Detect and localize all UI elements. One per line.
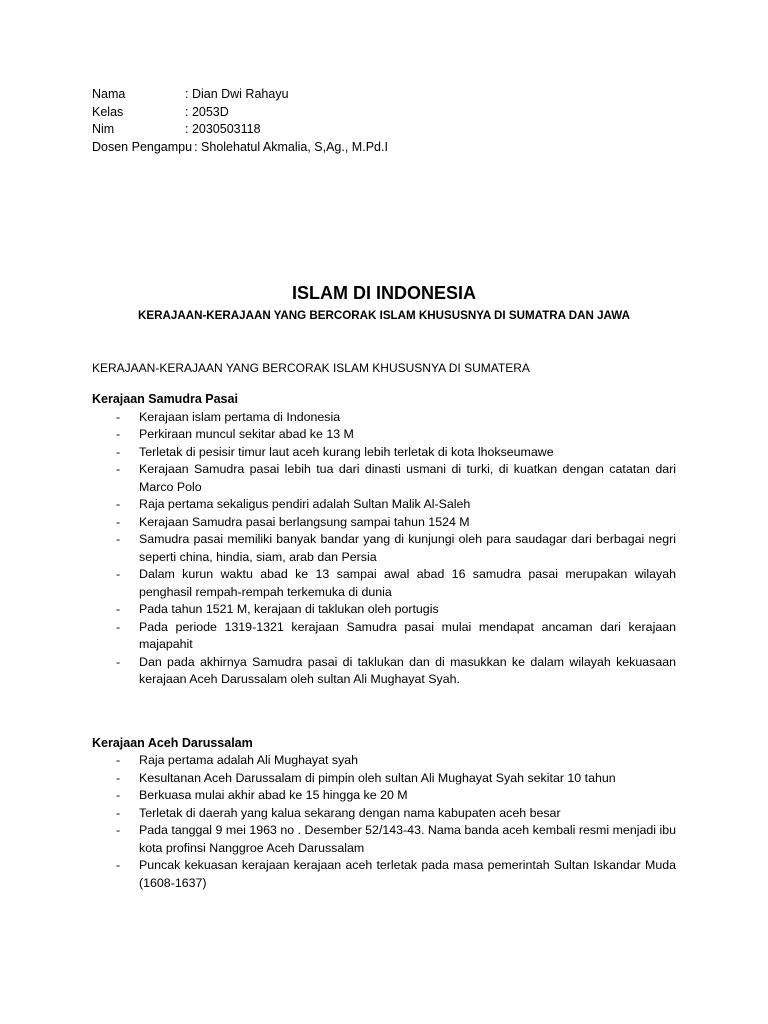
list-item (92, 461, 676, 496)
bullet-dash: - (116, 619, 121, 634)
bullet-dash: - (116, 532, 121, 546)
student-info (92, 86, 676, 156)
list-item-text: Dalam kurun waktu abad ke 13 sampai awal abad 16 samudra pasai merupakan wilayah penghasil rempah-rempah terkemuka di dunia (139, 567, 676, 599)
list-item (92, 514, 676, 532)
list-item (92, 752, 676, 770)
kingdom-points (92, 752, 676, 892)
list-item-text: Pada periode 1319-1321 kerajaan Samudra pasai mulai mendapat ancaman dari kerajaan majapahit (139, 619, 676, 651)
document-page (92, 86, 676, 892)
list-item (92, 619, 676, 654)
list-item (92, 444, 676, 462)
bullet-dash: - (116, 497, 121, 511)
info-row-lecturer (92, 139, 676, 157)
list-item (92, 426, 676, 444)
bullet-dash: - (116, 514, 121, 529)
bullet-dash: - (116, 654, 121, 669)
list-item-text: Kesultanan Aceh Darussalam di pimpin oleh sultan Ali Mughayat Syah sekitar 10 tahun (139, 770, 616, 785)
list-item (92, 601, 676, 619)
kingdom-title: Kerajaan Samudra Pasai (92, 392, 238, 406)
info-value: : Sholehatul Akmalia, S,Ag., M.Pd.I (194, 139, 388, 154)
kingdom-points (92, 409, 676, 689)
document-title: ISLAM DI INDONESIA (291, 283, 476, 303)
list-item (92, 409, 676, 427)
list-item-text: Terletak di pesisir timur laut aceh kurang lebih terletak di kota lhokseumawe (139, 444, 554, 459)
bullet-dash: - (116, 462, 121, 476)
bullet-dash: - (116, 788, 121, 802)
bullet-dash: - (116, 427, 121, 441)
list-item (92, 787, 676, 805)
list-item-text: Kerajaan Samudra pasai lebih tua dari dinasti usmani di turki, di kuatkan dengan catatan dari Marco Polo (139, 462, 676, 494)
info-label: Nama (92, 87, 126, 101)
bullet-dash: - (116, 567, 121, 581)
list-item-text: Berkuasa mulai akhir abad ke 15 hingga ke 20 M (139, 788, 408, 802)
info-label: Kelas (92, 104, 124, 119)
list-item (92, 822, 676, 857)
list-item-text: Pada tanggal 9 mei 1963 no . Desember 52/143-43. Nama banda aceh kembali resmi menjadi ibu kota profinsi Nanggroe Aceh Darussalam (139, 823, 676, 855)
bullet-dash: - (116, 444, 121, 459)
list-item (92, 654, 676, 689)
kingdom-aceh-darussalam (92, 735, 676, 893)
bullet-dash: - (116, 858, 121, 872)
list-item-text: Puncak kekuasan kerajaan kerajaan aceh terletak pada masa pemerintah Sultan Iskandar Muda (1608-1637) (139, 858, 676, 890)
info-row-name (92, 86, 676, 104)
info-value: : Dian Dwi Rahayu (185, 87, 289, 101)
info-value: : 2053D (185, 104, 229, 119)
list-item (92, 566, 676, 601)
list-item (92, 805, 676, 823)
section-heading: KERAJAAN-KERAJAAN YANG BERCORAK ISLAM KHUSUSNYA DI SUMATERA (92, 361, 530, 375)
info-row-nim (92, 121, 676, 139)
list-item-text: Terletak di daerah yang kalua sekarang dengan nama kabupaten aceh besar (139, 805, 561, 820)
list-item-text: Raja pertama adalah Ali Mughayat syah (139, 753, 359, 767)
info-label: Nim (92, 122, 115, 136)
list-item-text: Perkiraan muncul sekitar abad ke 13 M (139, 427, 354, 441)
info-label: Dosen Pengampu (92, 139, 193, 154)
list-item-text: Kerajaan Samudra pasai berlangsung sampai tahun 1524 M (139, 514, 470, 529)
info-row-class (92, 104, 676, 122)
list-item (92, 531, 676, 566)
list-item (92, 770, 676, 788)
list-item-text: Pada tahun 1521 M, kerajaan di taklukan oleh portugis (139, 602, 439, 616)
list-item-text: Dan pada akhirnya Samudra pasai di taklukan dan di masukkan ke dalam wilayah kekuasaan kerajaan Aceh Darussalam oleh sultan Ali Mughayat Syah. (139, 654, 676, 686)
kingdom-title: Kerajaan Aceh Darussalam (92, 735, 253, 750)
list-item (92, 857, 676, 892)
bullet-dash: - (116, 823, 121, 837)
info-value: : 2030503118 (185, 122, 261, 136)
bullet-dash: - (116, 753, 121, 767)
bullet-dash: - (116, 805, 121, 820)
list-item-text: Raja pertama sekaligus pendiri adalah Sultan Malik Al-Saleh (139, 497, 471, 511)
document-subtitle: KERAJAAN-KERAJAAN YANG BERCORAK ISLAM KHUSUSNYA DI SUMATRA DAN JAWA (138, 309, 630, 322)
list-item-text: Samudra pasai memiliki banyak bandar yang di kunjungi oleh para saudagar dari berbagai negri seperti china, hindia, siam, arab dan Persia (139, 532, 676, 564)
bullet-dash: - (116, 770, 121, 785)
kingdom-samudra-pasai (92, 391, 676, 689)
bullet-dash: - (116, 602, 121, 616)
bullet-dash: - (116, 409, 121, 424)
list-item (92, 496, 676, 514)
list-item-text: Kerajaan islam pertama di Indonesia (139, 409, 341, 424)
